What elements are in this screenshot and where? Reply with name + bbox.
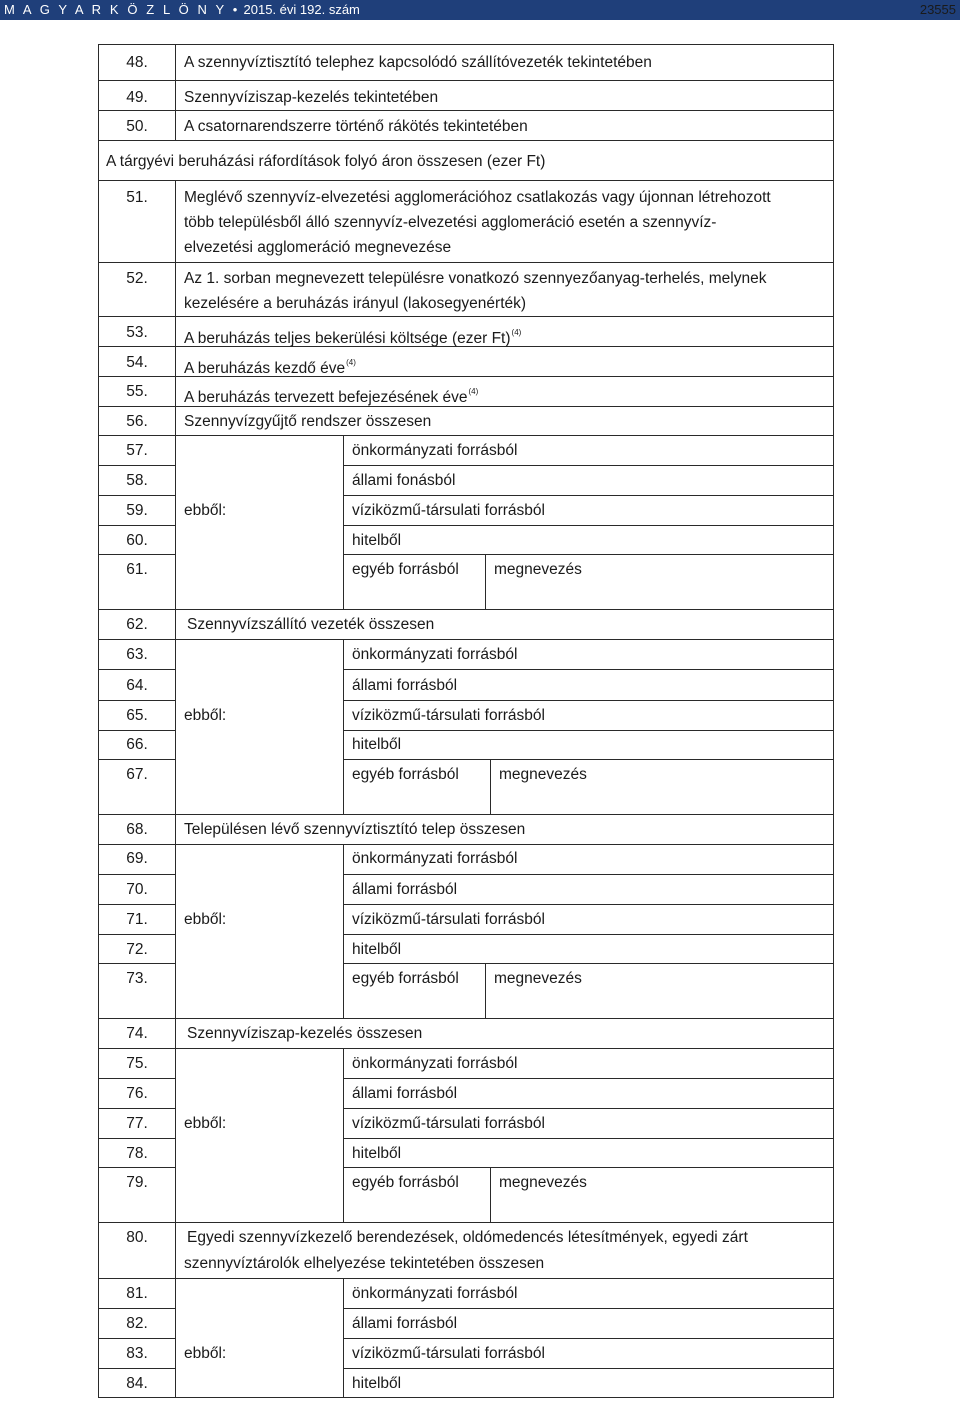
row-label-text: A beruházás tervezett befejezésének éve: [184, 389, 468, 406]
page-header: [0, 0, 960, 20]
of-which-label: ebből:: [184, 911, 227, 928]
row-number: 71.: [126, 911, 148, 928]
funding-source-label: állami forrásból: [352, 677, 458, 694]
row-number: 81.: [126, 1285, 148, 1302]
row-label: A csatornarendszerre történő rákötés tekintetében: [184, 118, 528, 135]
funding-source-label: víziközmű-társulati forrásból: [352, 911, 545, 928]
row-number: 61.: [126, 561, 148, 578]
group-total-label: Szennyvíziszap-kezelés összesen: [187, 1025, 423, 1042]
row-number: 80.: [126, 1229, 148, 1246]
funding-source-label: hitelből: [352, 736, 402, 753]
row-number: 51.: [126, 189, 148, 206]
row-number: 84.: [126, 1375, 148, 1392]
row-number: 73.: [126, 970, 148, 987]
funding-source-label: önkormányzati forrásból: [352, 1285, 518, 1302]
row-number: 49.: [126, 89, 148, 106]
row-number: 75.: [126, 1055, 148, 1072]
row-number: 67.: [126, 766, 148, 783]
row-number: 64.: [126, 677, 148, 694]
section-title: A tárgyévi beruházási ráfordítások folyó áron összesen (ezer Ft): [106, 153, 546, 170]
funding-source-label: egyéb forrásból: [352, 766, 459, 783]
row-number: 70.: [126, 881, 148, 898]
row-number: 83.: [126, 1345, 148, 1362]
row-number: 53.: [126, 324, 148, 341]
row-number: 48.: [126, 54, 148, 71]
row-number: 50.: [126, 118, 148, 135]
row-number: 77.: [126, 1115, 148, 1132]
of-which-label: ebből:: [184, 707, 227, 724]
row-number: 58.: [126, 472, 148, 489]
name-label: megnevezés: [494, 561, 582, 578]
row-number: 78.: [126, 1145, 148, 1162]
funding-source-label: egyéb forrásból: [352, 1174, 459, 1191]
row-number: 74.: [126, 1025, 148, 1042]
row-number: 52.: [126, 270, 148, 287]
name-label: megnevezés: [499, 1174, 587, 1191]
funding-source-label: víziközmű-társulati forrásból: [352, 1115, 545, 1132]
row-number: 82.: [126, 1315, 148, 1332]
funding-source-label: állami fonásból: [352, 472, 456, 489]
row-number: 63.: [126, 646, 148, 663]
row-number: 79.: [126, 1174, 148, 1191]
footnote-ref: (4): [346, 358, 356, 367]
row-number: 76.: [126, 1085, 148, 1102]
page-number: 23555: [919, 2, 956, 17]
of-which-label: ebből:: [184, 502, 227, 519]
funding-source-label: önkormányzati forrásból: [352, 1055, 518, 1072]
row-label: [184, 353, 356, 378]
row-number: 54.: [126, 354, 148, 371]
funding-source-label: egyéb forrásból: [352, 970, 459, 987]
group-total-label: Településen lévő szennyvíztisztító telep összesen: [184, 821, 526, 838]
row-label: A szennyvíztisztító telephez kapcsolódó szállítóvezeték tekintetében: [184, 54, 652, 71]
row-label-text: A beruházás kezdő éve: [184, 360, 346, 377]
row-label-line: több településből álló szennyvíz-elvezetési agglomeráció esetén a szennyvíz-: [184, 214, 717, 231]
journal-title: [4, 2, 360, 17]
footnote-ref: (4): [468, 387, 479, 396]
group-total-label: Szennyvízgyűjtő rendszer összesen: [184, 413, 432, 430]
header-bullet: •: [232, 2, 238, 17]
row-label-text: A beruházás teljes bekerülési költsége (ezer Ft): [184, 330, 511, 347]
funding-source-label: hitelből: [352, 1375, 402, 1392]
of-which-label: ebből:: [184, 1115, 227, 1132]
funding-source-label: hitelből: [352, 532, 402, 549]
row-label: [184, 323, 521, 348]
row-number: 59.: [126, 502, 148, 519]
funding-source-label: hitelből: [352, 941, 402, 958]
row-number: 56.: [126, 413, 148, 430]
group-total-label-line: szennyvíztárolók elhelyezése tekintetében összesen: [184, 1255, 545, 1272]
funding-source-label: önkormányzati forrásból: [352, 442, 518, 459]
funding-source-label: hitelből: [352, 1145, 402, 1162]
funding-source-label: víziközmű-társulati forrásból: [352, 707, 545, 724]
row-label: [184, 382, 478, 407]
group-total-label-line: Egyedi szennyvízkezelő berendezések, oldómedencés létesítmények, egyedi zárt: [187, 1229, 748, 1246]
row-label: Szennyvíziszap-kezelés tekintetében: [184, 89, 439, 106]
row-number: 57.: [126, 442, 148, 459]
funding-source-label: víziközmű-társulati forrásból: [352, 1345, 545, 1362]
journal-name: M A G Y A R K Ö Z L Ö N Y: [4, 2, 227, 17]
row-label-line: kezelésére a beruházás irányul (lakosegyenérték): [184, 295, 527, 312]
row-number: 69.: [126, 850, 148, 867]
group-total-label: Szennyvízszállító vezeték összesen: [187, 616, 435, 633]
funding-source-label: állami forrásból: [352, 881, 458, 898]
funding-source-label: egyéb forrásból: [352, 561, 459, 578]
funding-source-label: állami forrásból: [352, 1315, 458, 1332]
issue-label: 2015. évi 192. szám: [243, 2, 360, 17]
name-label: megnevezés: [494, 970, 582, 987]
row-number: 68.: [126, 821, 148, 838]
row-label-line: Meglévő szennyvíz-elvezetési agglomerációhoz csatlakozás vagy újonnan létrehozott: [184, 189, 771, 206]
funding-source-label: állami forrásból: [352, 1085, 458, 1102]
row-label-line: Az 1. sorban megnevezett településre vonatkozó szennyezőanyag-terhelés, melynek: [184, 270, 767, 287]
row-number: 65.: [126, 707, 148, 724]
row-number: 62.: [126, 616, 148, 633]
of-which-label: ebből:: [184, 1345, 227, 1362]
row-number: 66.: [126, 736, 148, 753]
footnote-ref: (4): [511, 328, 522, 337]
funding-source-label: víziközmű-társulati forrásból: [352, 502, 545, 519]
row-number: 55.: [126, 383, 148, 400]
row-number: 60.: [126, 532, 148, 549]
funding-source-label: önkormányzati forrásból: [352, 646, 518, 663]
funding-source-label: önkormányzati forrásból: [352, 850, 518, 867]
name-label: megnevezés: [499, 766, 587, 783]
row-number: 72.: [126, 941, 148, 958]
row-label-line: elvezetési agglomeráció megnevezése: [184, 239, 452, 256]
